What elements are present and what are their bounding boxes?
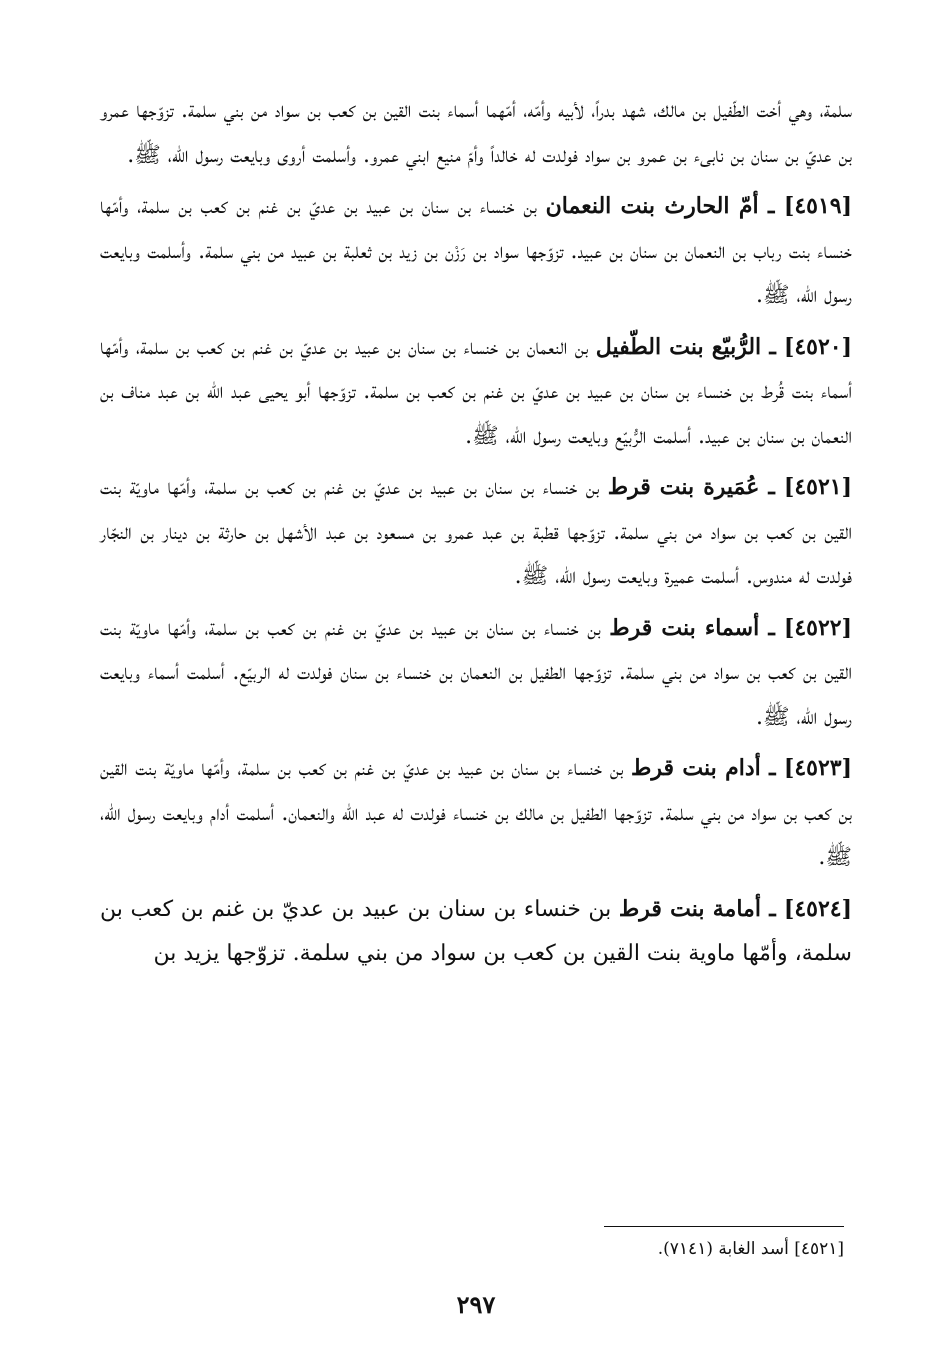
entry-body: بن النعمان بن خنساء بن سنان بن عبيد بن عديّ بن غنم بن كعب بن سلمة، وأمّها أسماء بنت قُرط بن خنساء بن سنان بن عبيد بن عديّ بن غنم بن كعب بن سلمة. تزوّجها أبو يحيى عبد الله بن عبد مناف بن النعمان بن سنان بن عبيد. أسلمت الرُّبيّع وبايعت رسول الله، ﷺ. bbox=[100, 334, 852, 449]
entry-4519 bbox=[100, 184, 852, 319]
main-text bbox=[100, 88, 852, 977]
entry-4522 bbox=[100, 606, 852, 741]
footnote-divider bbox=[604, 1226, 844, 1227]
entry-heading: [٤٥٢٣] ـ أدام بنت قرط bbox=[631, 755, 852, 781]
entry-body: بن خنساء بن سنان بن عبيد بن عديّ بن غنم بن كعب بن سلمة، وأمّها ماويّة بنت القين بن كعب بن سواد من بني سلمة. تزوّجها الطفيل بن النعمان بن خنساء بن سنان فولدت له الربيّع. أسلمت أسماء وبايعت رسول الله، ﷺ. bbox=[100, 615, 852, 730]
entry-body: سلمة، وهي أخت الطّفيل بن مالك، شهد بدراً، لأبيه وأمّه، أمّهما أسماء بنت القين بن كعب بن سواد من بني سلمة. تزوّجها عمرو بن عديّ بن سنان بن نابىء بن عمرو بن سواد فولدت له خالداً وأمّ منيع ابني عمرو. وأسلمت أروى وبايعت رسول الله، ﷺ. bbox=[100, 98, 852, 168]
entry-heading: [٤٥٢٠] ـ الرُّبيّع بنت الطّفيل bbox=[595, 333, 853, 360]
entry-4521 bbox=[100, 465, 852, 600]
entry-4520 bbox=[100, 325, 852, 460]
entry-4524 bbox=[100, 887, 852, 977]
entry-body: بن خنساء بن سنان بن عبيد بن عديّ بن غنم بن كعب بن سلمة، وأمّها ماويّة بنت القين بن كعب بن سواد من بني سلمة. تزوّجها قطبة بن عبد عمرو بن مسعود بن عبد الأشهل بن حارثة بن دينار بن النجّار فولدت له مندوس. أسلمت عميرة وبايعت رسول الله، ﷺ. bbox=[100, 475, 852, 589]
page-number: ٢٩٧ bbox=[456, 1290, 496, 1319]
entry-4523 bbox=[100, 746, 852, 881]
entry-body: بن خنساء بن سنان بن عبيد بن عديّ بن غنم بن كعب بن سلمة، وأمّها خنساء بنت رباب بن النعمان بن سنان بن عبيد. تزوّجها سواد بن رَزْن بن زيد بن ثعلبة بن عبيد من بني سلمة. وأسلمت وبايعت رسول الله، ﷺ. bbox=[100, 194, 852, 308]
entry-heading: [٤٥٢٢] ـ أسماء بنت قرط bbox=[609, 614, 853, 641]
entry-heading: [٤٥٢٤] ـ أمامة بنت قرط bbox=[618, 895, 852, 922]
footnote: [٤٥٢١] أسد الغابة (٧١٤١). bbox=[657, 1239, 844, 1259]
entry-body: بن خنساء بن سنان بن عبيد بن عديّ بن غنم بن كعب بن سلمة، وأمّها ماوية بنت القين بن كعب بن سواد من بني سلمة. تزوّجها يزيد بن bbox=[100, 896, 852, 966]
entry-body: بن خنساء بن سنان بن عبيد بن عديّ بن غنم بن كعب بن سلمة، وأمّها ماويّة بنت القين بن كعب بن سواد من بني سلمة. تزوّجها الطفيل بن مالك بن خنساء فولدت له عبد الله والنعمان. أسلمت أدام وبايعت رسول الله، ﷺ. bbox=[100, 756, 852, 870]
entry-heading: [٤٥١٩] ـ أمّ الحارث بنت النعمان bbox=[545, 193, 852, 219]
entry-continuation bbox=[100, 88, 852, 178]
entry-heading: [٤٥٢١] ـ عُمَيرة بنت قرط bbox=[607, 474, 852, 500]
